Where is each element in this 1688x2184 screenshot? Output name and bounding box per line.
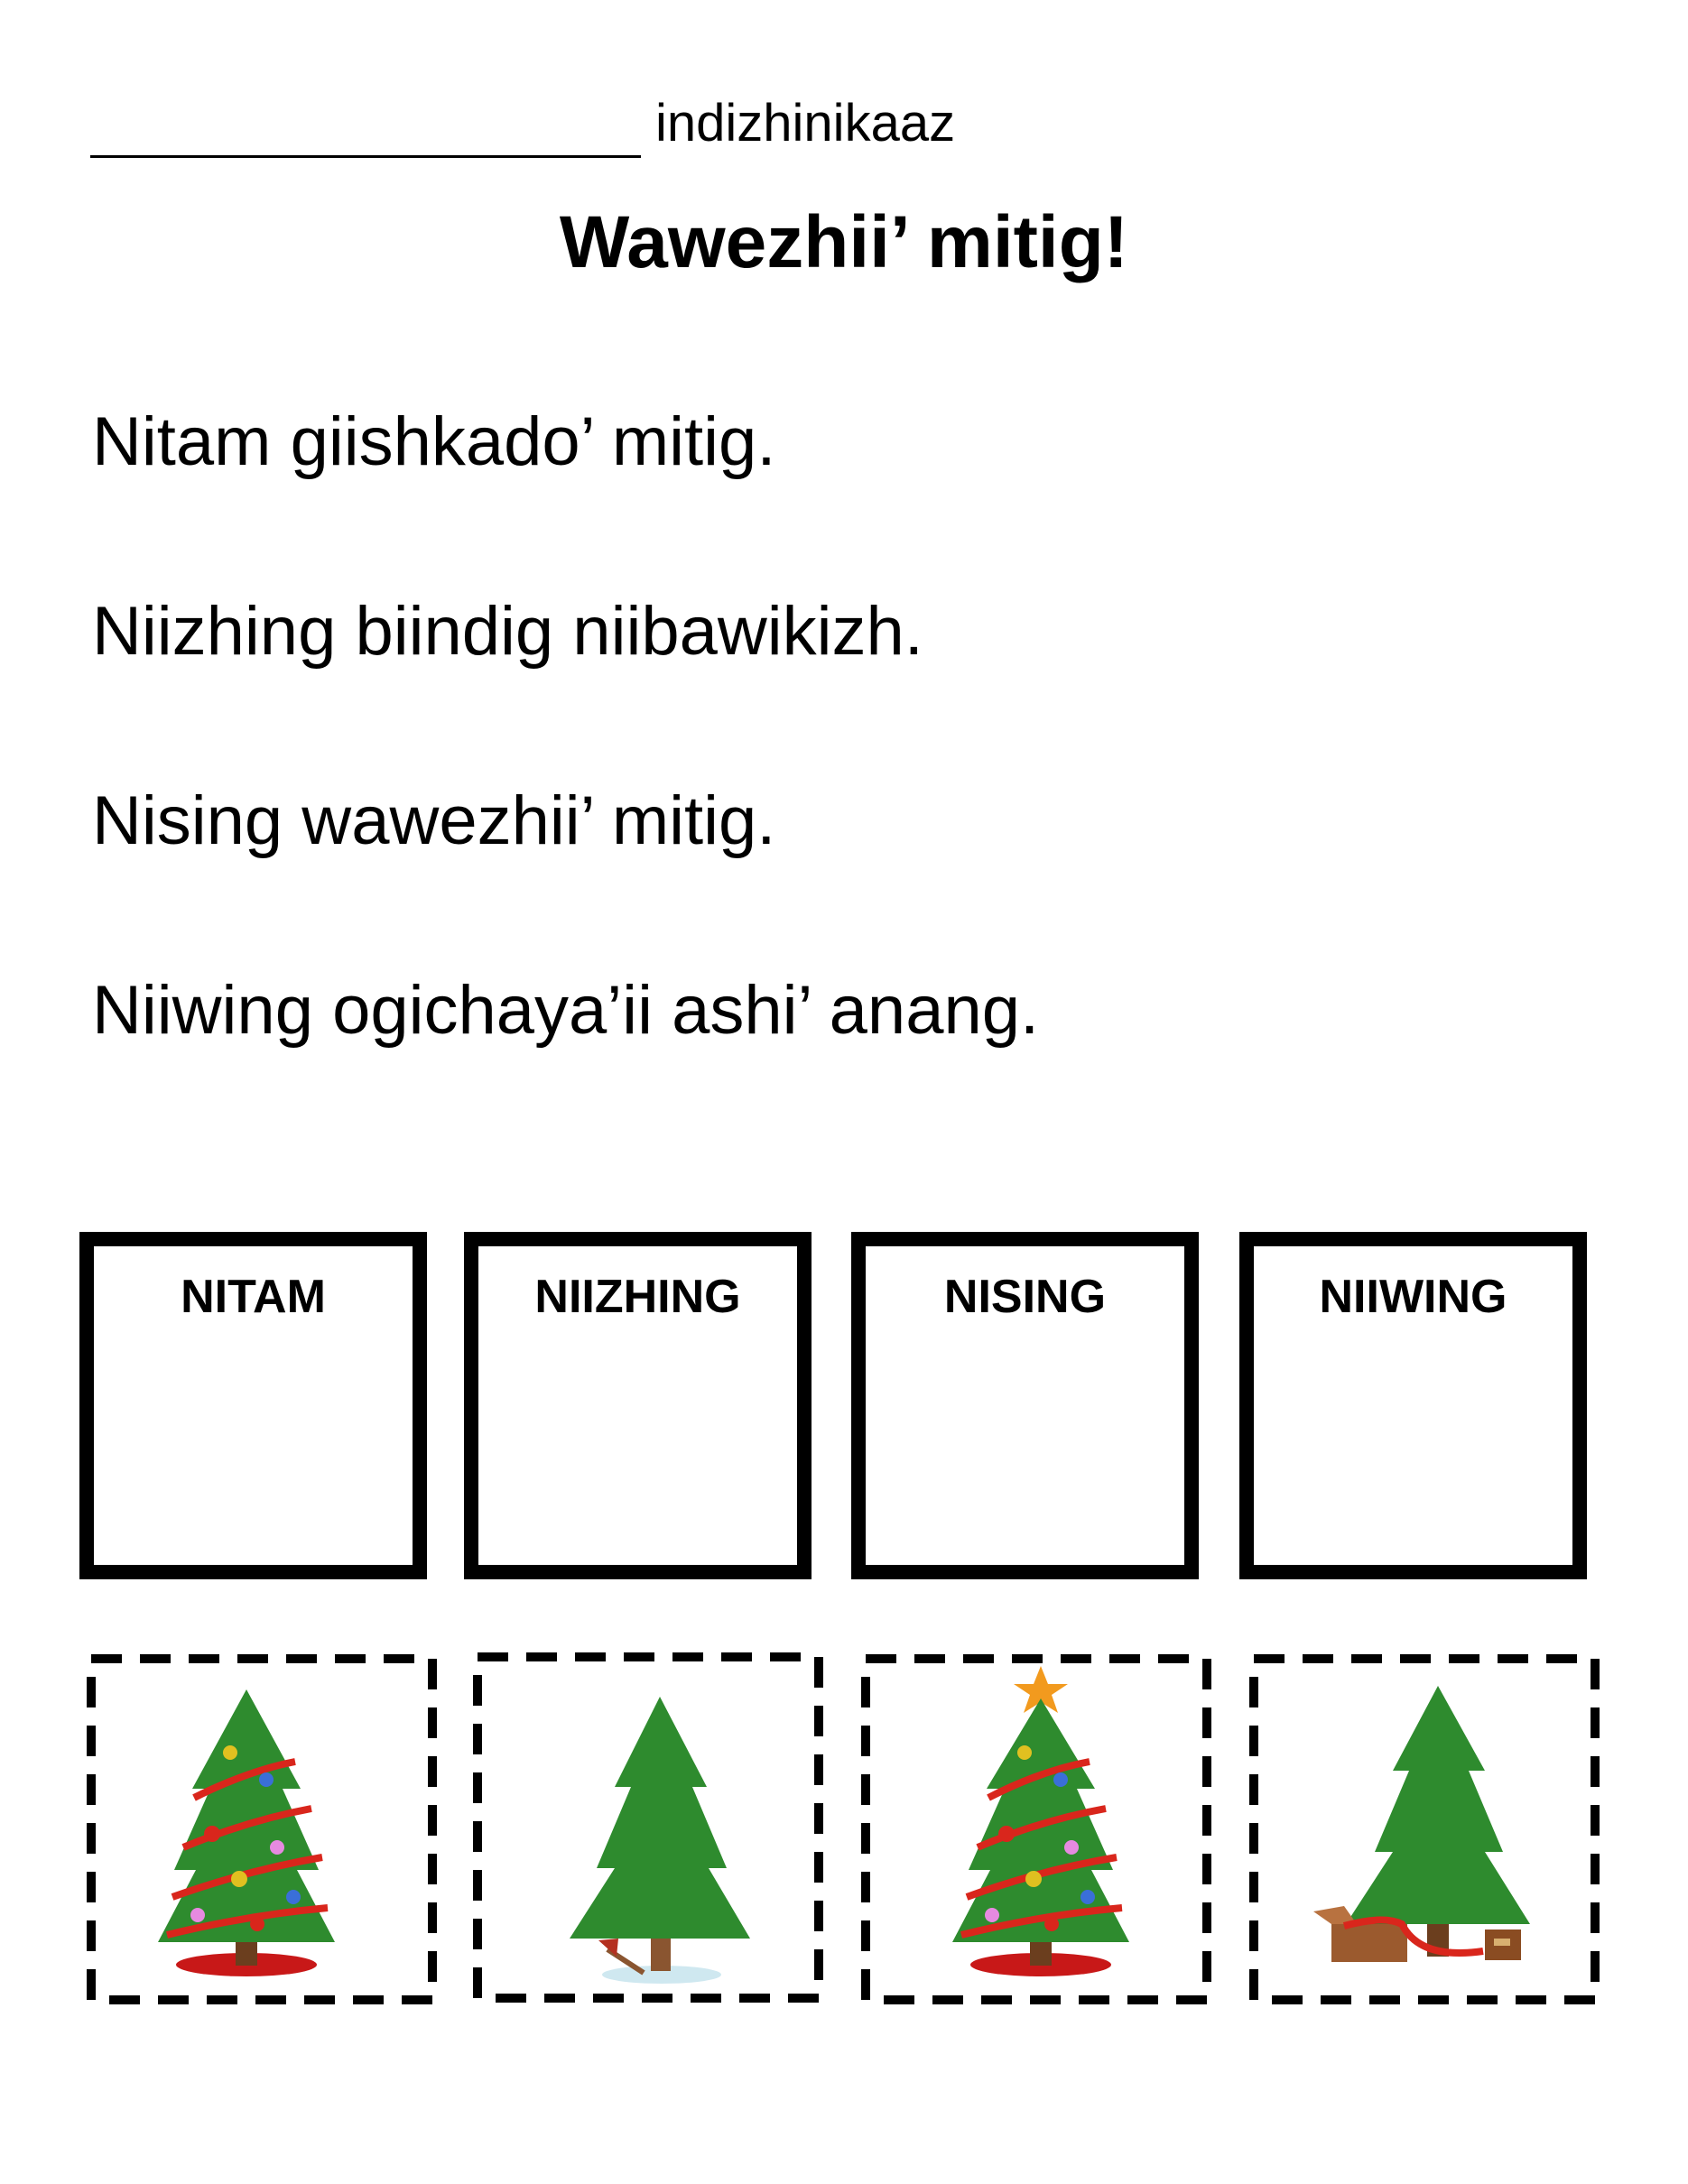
- decorated-tree-with-star-icon: [860, 1653, 1212, 2005]
- sentence-3: Nising wawezhii’ mitig.: [92, 782, 776, 859]
- decorated-tree-icon: [86, 1653, 438, 2005]
- sentence-1: Nitam giishkado’ mitig.: [92, 403, 776, 480]
- sequence-box-label: NITAM: [181, 1271, 326, 1323]
- sequence-box-second[interactable]: [464, 1232, 812, 1579]
- cut-card-3[interactable]: [860, 1653, 1212, 2005]
- tree-with-gift-box-icon: [1248, 1653, 1600, 2005]
- sequence-box-label: NIIWING: [1319, 1271, 1507, 1323]
- name-label: indizhinikaaz: [655, 94, 956, 153]
- cut-card-4[interactable]: [1248, 1653, 1600, 2005]
- sequence-box-label: NIIZHING: [534, 1271, 741, 1323]
- cut-card-2[interactable]: [472, 1652, 824, 2004]
- sentence-4: Niiwing ogichaya’ii ashi’ anang.: [92, 972, 1040, 1049]
- sequence-box-first[interactable]: [79, 1232, 427, 1579]
- cut-tree-with-axe-icon: [472, 1652, 824, 2004]
- sentence-2: Niizhing biindig niibawikizh.: [92, 593, 923, 670]
- sequence-box-label: NISING: [943, 1271, 1107, 1323]
- sequence-box-third[interactable]: [851, 1232, 1199, 1579]
- name-blank-line[interactable]: [90, 155, 641, 158]
- cut-card-1[interactable]: [86, 1653, 438, 2005]
- sequence-box-fourth[interactable]: [1239, 1232, 1587, 1579]
- worksheet-title: Wawezhii’ mitig!: [559, 201, 1129, 283]
